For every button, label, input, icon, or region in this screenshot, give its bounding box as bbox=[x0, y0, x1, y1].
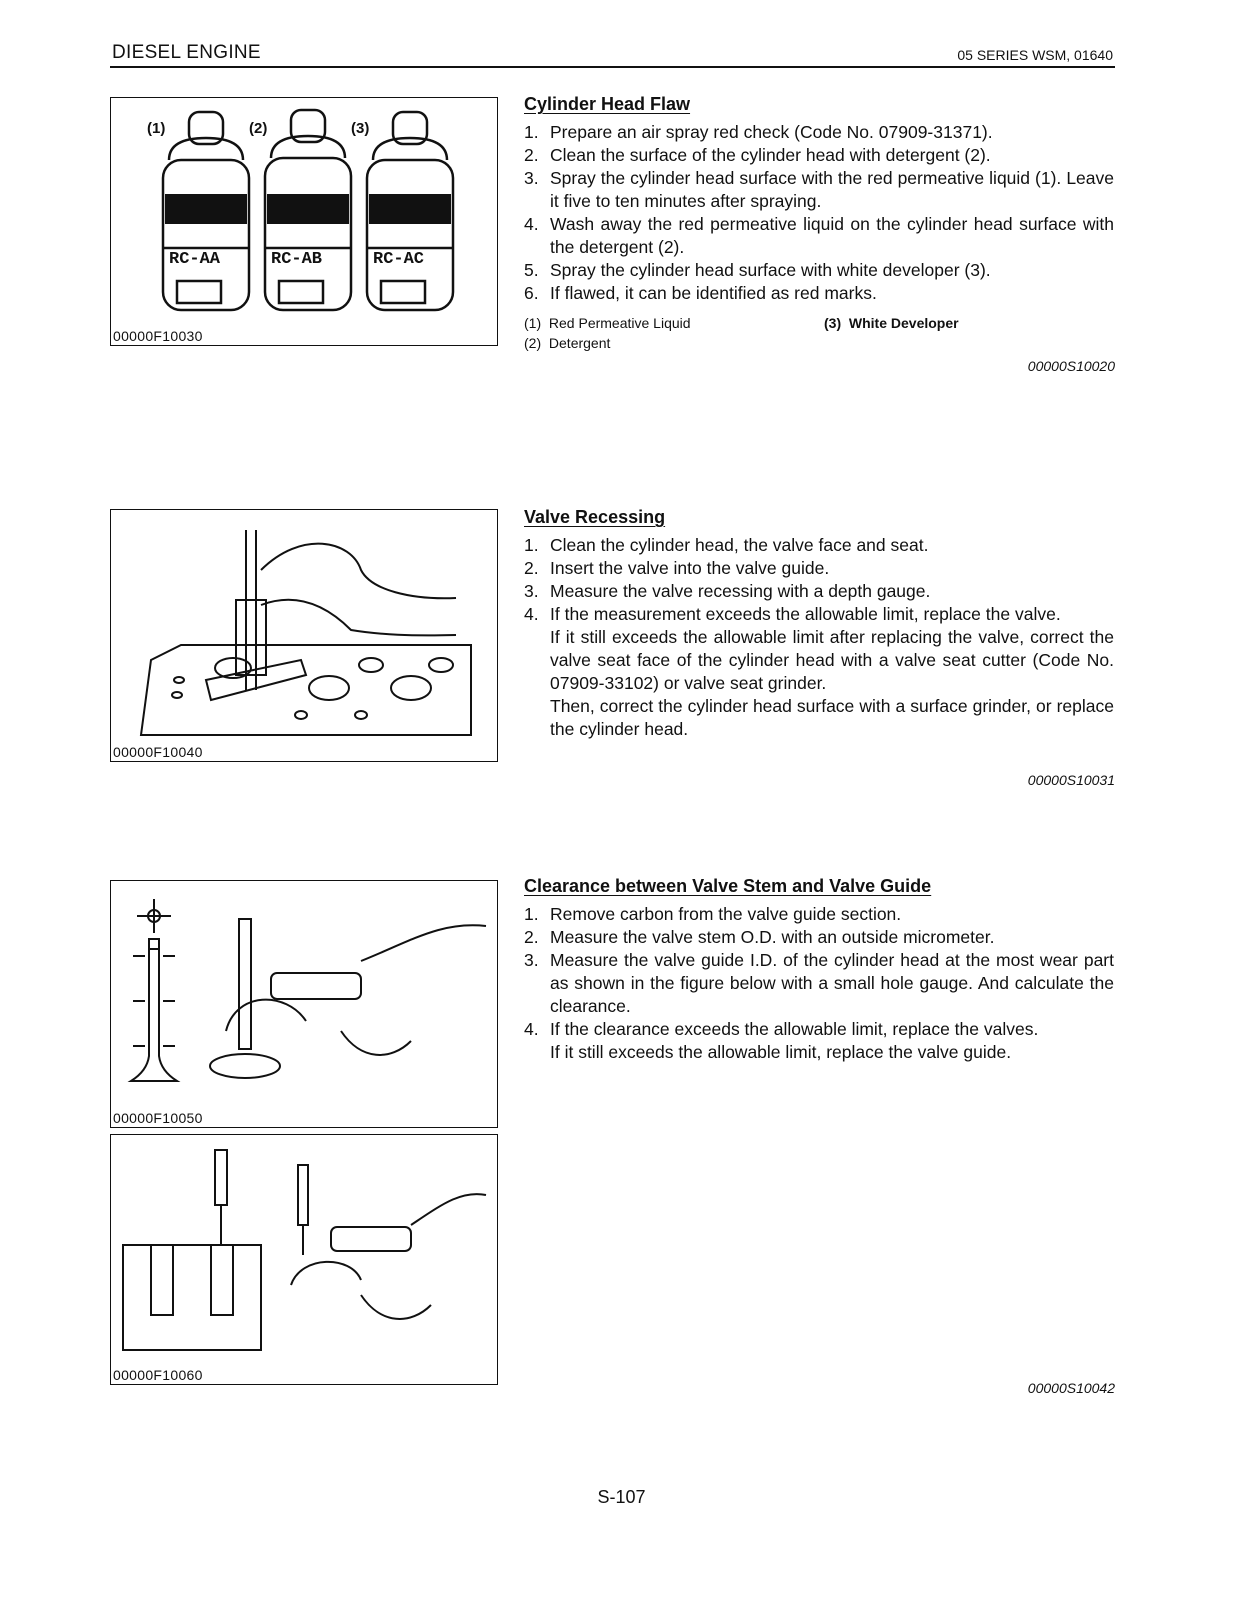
figure-id: 00000F10030 bbox=[113, 328, 203, 344]
step: 1. Clean the cylinder head, the valve face and seat. bbox=[524, 535, 929, 555]
hole-gauge-illustration bbox=[111, 1135, 497, 1384]
legend-item: (1) Red Permeative Liquid bbox=[524, 315, 691, 331]
step: 4. Wash away the red permeative liquid on the cylinder head surface with the detergent (2). bbox=[524, 214, 1114, 257]
step: 6. If flawed, it can be identified as red marks. bbox=[524, 283, 877, 303]
section-title: Cylinder Head Flaw bbox=[524, 94, 691, 114]
step-note: If it still exceeds the allowable limit after replacing the valve, correct the valve seat face of the cylinder head with a valve seat cutter (Code No. 07909-33102) or valve seat grinder. bbox=[550, 627, 1114, 693]
figure-id: 00000F10040 bbox=[113, 744, 203, 760]
figure-valve-stem-micrometer bbox=[110, 880, 498, 1128]
step: 1. Prepare an air spray red check (Code No. 07909-31371). bbox=[524, 122, 993, 142]
valve-stem-illustration bbox=[111, 881, 497, 1127]
callout-3: (3) bbox=[351, 120, 370, 137]
step-note: Then, correct the cylinder head surface with a surface grinder, or replace the cylinder head. bbox=[550, 696, 1114, 739]
depth-gauge-illustration bbox=[111, 510, 497, 761]
section-code: 00000S10020 bbox=[1027, 358, 1115, 374]
step: 1. Remove carbon from the valve guide section. bbox=[524, 904, 902, 924]
steps-list bbox=[524, 903, 1114, 1064]
header-rule bbox=[110, 66, 1115, 68]
page-number: S-107 bbox=[597, 1487, 646, 1507]
legend-item: (3) White Developer bbox=[824, 315, 959, 331]
figure-spray-cans bbox=[110, 97, 498, 346]
step: 4. If the clearance exceeds the allowable limit, replace the valves. If it still exceeds the allowable limit, replace the valve guide. bbox=[524, 1018, 1114, 1064]
callout-1: (1) bbox=[147, 120, 166, 137]
section-title: Clearance between Valve Stem and Valve Guide bbox=[524, 876, 932, 896]
steps-list bbox=[524, 534, 1114, 741]
section-code: 00000S10031 bbox=[1027, 772, 1115, 788]
section-code: 00000S10042 bbox=[1027, 1380, 1115, 1396]
figure-id: 00000F10060 bbox=[113, 1367, 203, 1383]
section-valve-clearance bbox=[524, 876, 1114, 1064]
step: 2. Measure the valve stem O.D. with an outside micrometer. bbox=[524, 927, 995, 947]
step: 2. Insert the valve into the valve guide. bbox=[524, 558, 830, 578]
figure-id: 00000F10050 bbox=[113, 1110, 203, 1126]
step: 2. Clean the surface of the cylinder head with detergent (2). bbox=[524, 145, 991, 165]
step-note: If it still exceeds the allowable limit, replace the valve guide. bbox=[550, 1042, 1012, 1062]
spray-cans-illustration bbox=[111, 98, 497, 345]
callout-2: (2) bbox=[249, 120, 268, 137]
legend-item: (2) Detergent bbox=[524, 335, 611, 351]
legend bbox=[524, 313, 1114, 353]
section-cylinder-head-flaw bbox=[524, 94, 1114, 353]
header-right: 05 SERIES WSM, 01640 bbox=[957, 47, 1113, 63]
section-valve-recessing bbox=[524, 507, 1114, 741]
step: 3. Measure the valve recessing with a depth gauge. bbox=[524, 581, 931, 601]
step: 3. Spray the cylinder head surface with the red permeative liquid (1). Leave it five to ten minutes after spraying. bbox=[524, 168, 1114, 211]
figure-hole-gauge bbox=[110, 1134, 498, 1385]
section-title: Valve Recessing bbox=[524, 507, 666, 527]
can-label-3: RC-AC bbox=[373, 250, 425, 269]
step: 4. If the measurement exceeds the allowable limit, replace the valve. If it still exceeds the allowable limit after replacing the valve, correct the valve seat face of the cylinder head with a valve seat cutter (Code No. 07909-33102) or valve seat grinder. Then, correct the cylinder head surface with a surface grinder, or replace the cylinder head. bbox=[524, 604, 1114, 739]
steps-list bbox=[524, 121, 1114, 305]
can-label-2: RC-AB bbox=[271, 250, 323, 269]
figure-depth-gauge bbox=[110, 509, 498, 762]
can-label-1: RC-AA bbox=[169, 250, 221, 269]
step: 5. Spray the cylinder head surface with white developer (3). bbox=[524, 260, 991, 280]
step: 3. Measure the valve guide I.D. of the cylinder head at the most wear part as shown in the figure below with a small hole gauge. And calculate the clearance. bbox=[524, 950, 1114, 1016]
header-left: DIESEL ENGINE bbox=[112, 42, 261, 63]
